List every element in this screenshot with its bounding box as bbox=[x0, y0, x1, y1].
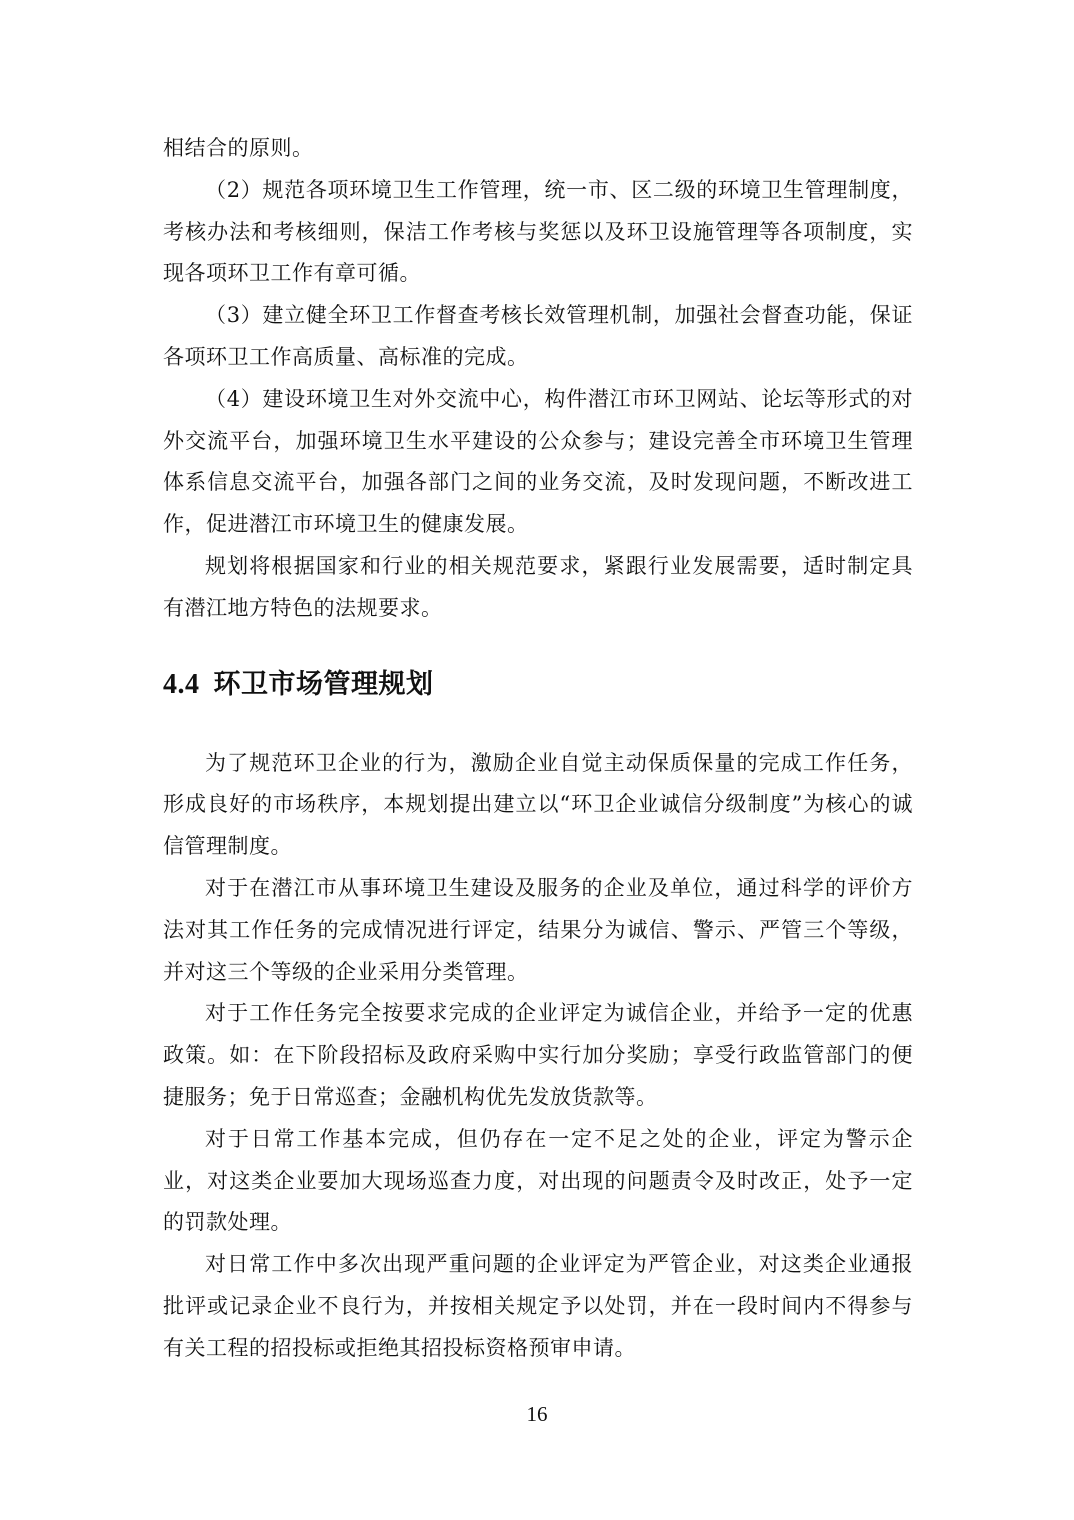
page-number: 16 bbox=[526, 1402, 548, 1426]
paragraph-continuation: 相结合的原则。 bbox=[163, 136, 314, 160]
paragraph-item-4: （4）建设环境卫生对外交流中心，构件潜江市环卫网站、论坛等形式的对外交流平台，加强环境卫生水平建设的公众参与；建设完善全市环境卫生管理体系信息交流平台，加强各部门之间的业务交流，及时发现问题，不断改进工作，促进潜江市环境卫生的健康发展。 bbox=[163, 386, 913, 537]
paragraph-honest-enterprise: 对于工作任务完全按要求完成的企业评定为诚信企业，并给予一定的优惠政策。如：在下阶段招标及政府采购中实行加分奖励；享受行政监管部门的便捷服务；免于日常巡查；金融机构优先发放货款等。 bbox=[163, 1001, 913, 1109]
paragraph-warning-enterprise: 对于日常工作基本完成，但仍存在一定不足之处的企业，评定为警示企业，对这类企业要加大现场巡查力度，对出现的问题责令及时改正，处予一定的罚款处理。 bbox=[163, 1126, 913, 1235]
section-title: 环卫市场管理规划 bbox=[213, 668, 434, 700]
paragraph-market-intro: 为了规范环卫企业的行为，激励企业自觉主动保质保量的完成工作任务，形成良好的市场秩序，本规划提出建立以“环卫企业诚信分级制度”为核心的诚信管理制度。 bbox=[163, 750, 913, 859]
paragraph-grading: 对于在潜江市从事环境卫生建设及服务的企业及单位，通过科学的评价方法对其工作任务的完成情况进行评定，结果分为诚信、警示、严管三个等级，并对这三个等级的企业采用分类管理。 bbox=[163, 875, 913, 984]
paragraph-planning-note: 规划将根据国家和行业的相关规范要求，紧跟行业发展需要，适时制定具有潜江地方特色的法规要求。 bbox=[163, 553, 913, 620]
section-heading bbox=[163, 665, 913, 705]
paragraph-item-2: （2）规范各项环境卫生工作管理，统一市、区二级的环境卫生管理制度，考核办法和考核细则，保洁工作考核与奖惩以及环卫设施管理等各项制度，实现各项环卫工作有章可循。 bbox=[163, 177, 913, 286]
paragraph-strict-enterprise: 对日常工作中多次出现严重问题的企业评定为严管企业，对这类企业通报批评或记录企业不良行为，并按相关规定予以处罚，并在一段时间内不得参与有关工程的招投标或拒绝其招投标资格预审申请。 bbox=[163, 1252, 913, 1360]
paragraph-item-3: （3）建立健全环卫工作督查考核长效管理机制，加强社会督查功能，保证各项环卫工作高质量、高标准的完成。 bbox=[163, 303, 913, 369]
section-number: 4.4 bbox=[163, 668, 200, 700]
document-page-body bbox=[163, 128, 913, 1370]
